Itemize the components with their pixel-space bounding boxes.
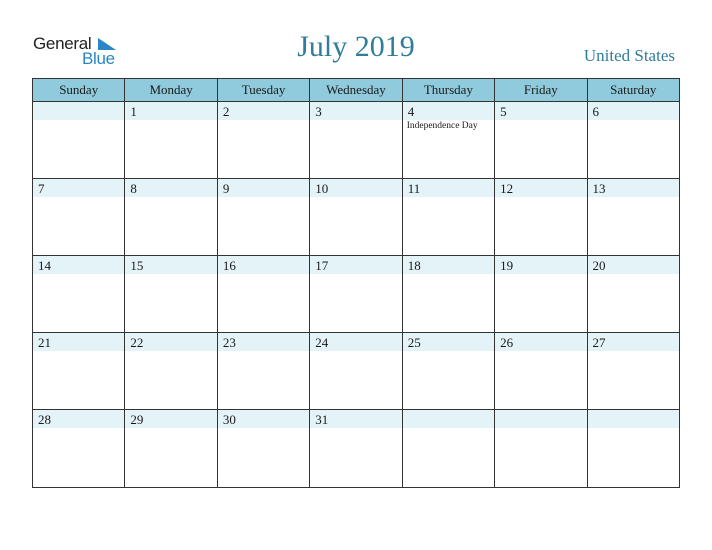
day-number-bar — [403, 333, 494, 351]
brand-logo-general: General — [33, 34, 92, 53]
day-number: 4 — [407, 104, 415, 119]
day-cell — [125, 256, 217, 333]
day-number: 31 — [315, 412, 329, 427]
day-number-bar — [310, 102, 401, 120]
brand-logo-blue: Blue — [82, 49, 115, 68]
day-number-bar — [218, 256, 309, 274]
day-cell — [402, 179, 494, 256]
day-number: 10 — [315, 181, 329, 196]
day-number-bar — [125, 179, 216, 197]
day-cell — [125, 333, 217, 410]
day-number: 23 — [222, 335, 236, 350]
day-cell — [310, 410, 402, 488]
day-number: 16 — [222, 258, 236, 273]
day-number: 9 — [222, 181, 230, 196]
day-cell — [310, 333, 402, 410]
week-row — [33, 333, 680, 410]
day-number: 12 — [500, 181, 514, 196]
day-cell — [310, 179, 402, 256]
day-number: 24 — [315, 335, 329, 350]
day-number-bar — [218, 102, 309, 120]
week-row — [33, 102, 680, 179]
day-number-bar — [588, 410, 679, 428]
day-number-bar — [495, 179, 586, 197]
day-number-bar — [403, 102, 494, 120]
day-number: 2 — [222, 104, 230, 119]
day-cell — [217, 410, 309, 488]
day-number: 22 — [130, 335, 144, 350]
day-cell — [587, 410, 679, 488]
day-number-bar — [495, 410, 586, 428]
day-number: 18 — [407, 258, 421, 273]
day-number: 14 — [38, 258, 51, 273]
day-cell — [217, 102, 309, 179]
day-cell — [125, 179, 217, 256]
day-number-bar — [125, 333, 216, 351]
day-cell — [495, 333, 587, 410]
day-number: 28 — [38, 412, 51, 427]
day-number: 30 — [222, 412, 236, 427]
day-cell — [125, 410, 217, 488]
day-number-bar — [588, 333, 679, 351]
day-cell — [587, 333, 679, 410]
country-label: United States — [583, 46, 675, 65]
holiday-label: Independence Day — [406, 121, 478, 131]
day-number: 3 — [315, 104, 322, 119]
day-number-bar — [218, 179, 309, 197]
week-row — [33, 410, 680, 488]
day-cell — [495, 179, 587, 256]
day-number-bar — [495, 256, 586, 274]
day-cell — [587, 102, 679, 179]
day-number: 26 — [500, 335, 514, 350]
day-cell — [310, 256, 402, 333]
day-number-bar — [588, 102, 679, 120]
day-number-bar — [310, 256, 401, 274]
day-cell — [217, 256, 309, 333]
weekday-header: Sunday — [33, 79, 125, 102]
day-number-bar — [403, 410, 494, 428]
day-number-bar — [33, 102, 124, 120]
day-number: 15 — [130, 258, 144, 273]
day-number: 25 — [407, 335, 421, 350]
day-number: 17 — [315, 258, 329, 273]
day-number: 19 — [500, 258, 514, 273]
day-number-bar — [33, 410, 124, 428]
day-number: 29 — [130, 412, 144, 427]
month-title: July 2019 — [297, 30, 415, 63]
day-number: 6 — [592, 104, 600, 119]
weekday-header-row — [33, 79, 680, 102]
weekday-header: Monday — [125, 79, 217, 102]
day-cell — [402, 410, 494, 488]
day-number-bar — [588, 179, 679, 197]
day-number-bar — [403, 179, 494, 197]
day-number-bar — [125, 256, 216, 274]
day-cell — [33, 410, 125, 488]
week-row — [33, 179, 680, 256]
weekday-header: Thursday — [402, 79, 494, 102]
weekday-header: Wednesday — [310, 79, 402, 102]
day-cell — [33, 333, 125, 410]
day-cell — [402, 333, 494, 410]
day-number: 20 — [592, 258, 606, 273]
day-number-bar — [310, 333, 401, 351]
day-cell — [125, 102, 217, 179]
day-cell — [587, 179, 679, 256]
day-number-bar — [33, 256, 124, 274]
day-cell — [495, 102, 587, 179]
day-number-bar — [310, 410, 401, 428]
day-number-bar — [403, 256, 494, 274]
day-number: 21 — [38, 335, 51, 350]
day-number-bar — [588, 256, 679, 274]
day-number-bar — [495, 102, 586, 120]
day-number-bar — [310, 179, 401, 197]
day-number: 1 — [130, 104, 137, 119]
day-cell — [495, 410, 587, 488]
day-cell — [587, 256, 679, 333]
day-number-bar — [125, 102, 216, 120]
day-number: 13 — [592, 181, 606, 196]
weekday-header: Tuesday — [217, 79, 309, 102]
day-number-bar — [33, 179, 124, 197]
week-row — [33, 256, 680, 333]
day-number: 7 — [38, 181, 45, 196]
day-number-bar — [33, 333, 124, 351]
day-number: 5 — [500, 104, 507, 119]
day-number: 11 — [407, 181, 421, 196]
weekday-header: Saturday — [587, 79, 679, 102]
weekday-header: Friday — [495, 79, 587, 102]
day-number-bar — [218, 333, 309, 351]
day-cell — [33, 256, 125, 333]
day-number-bar — [218, 410, 309, 428]
day-number: 27 — [592, 335, 606, 350]
day-cell — [402, 256, 494, 333]
day-number: 8 — [130, 181, 137, 196]
day-cell — [495, 256, 587, 333]
day-cell — [310, 102, 402, 179]
day-cell — [217, 179, 309, 256]
day-number-bar — [125, 410, 216, 428]
calendar-grid — [32, 78, 680, 488]
day-number-bar — [495, 333, 586, 351]
day-cell — [217, 333, 309, 410]
day-cell — [33, 102, 125, 179]
day-cell — [402, 102, 494, 179]
day-cell — [33, 179, 125, 256]
